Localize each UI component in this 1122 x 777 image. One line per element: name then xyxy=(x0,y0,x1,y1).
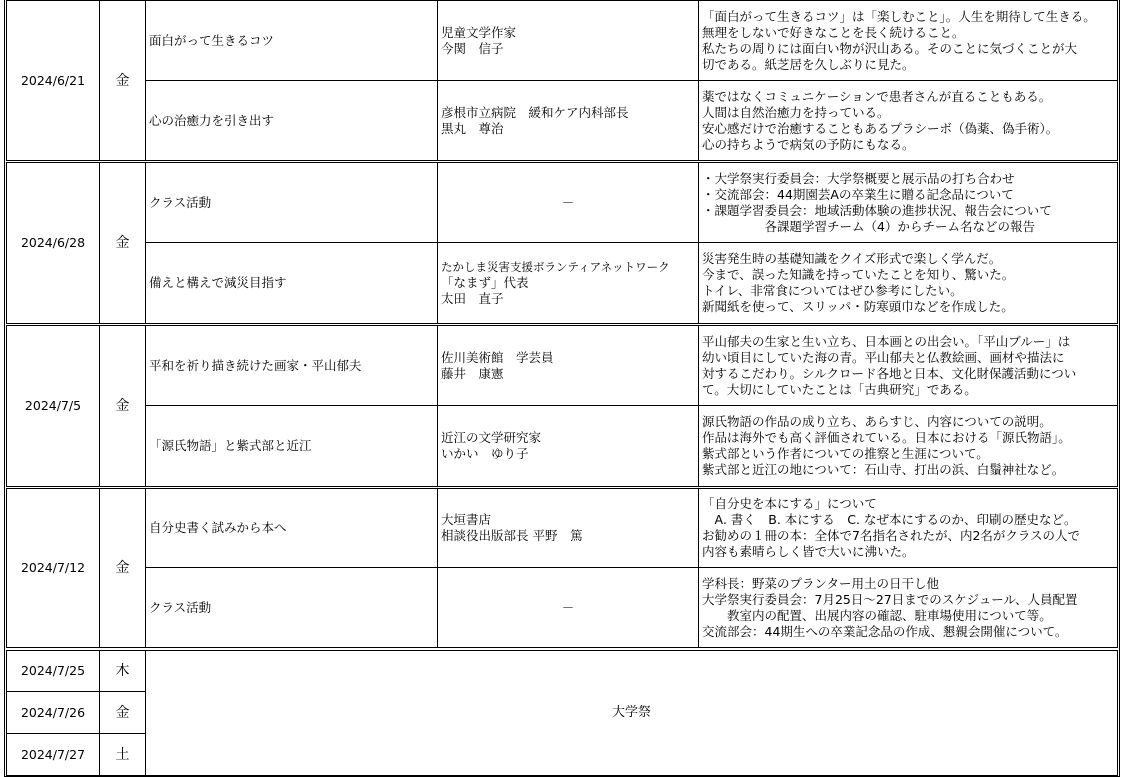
note-line: トイレ、非常食についてはぜひ参考にしたい。 xyxy=(702,283,963,298)
day-of-week-cell: 木 xyxy=(99,650,146,692)
date-cell: 2024/7/26 xyxy=(6,691,100,734)
note-line: ・交流部会：44期園芸Aの卒業生に贈る記念品について xyxy=(702,186,1014,202)
speaker-line: 近江の文学研究家 xyxy=(441,430,542,445)
table-frame xyxy=(4,0,1120,777)
note-line: A. 書く B. 本にする C. なぜ本にするのか、印刷の歴史など。 xyxy=(702,512,1077,527)
day-of-week-cell: 金 xyxy=(99,0,146,161)
note-line: 今まで、誤った知識を持っていたことを知り、驚いた。 xyxy=(702,267,1015,282)
note-line: 私たちの周りには面白い物が沢山ある。そのことに気づくことが大 xyxy=(702,40,1078,56)
note-line: 内容も素晴らしく皆で大いに沸いた。 xyxy=(702,544,915,559)
speaker-line: 「なまず」代表 xyxy=(441,275,529,290)
note-line: 紫式部という作者についての推察と生涯について。 xyxy=(702,446,989,461)
lecture-title: 自分史書く試みから本へ xyxy=(145,488,438,568)
note-line: 教室内の配置、出展内容の確認、駐車場使用について等。 xyxy=(702,607,1052,623)
date-cell: 2024/6/28 xyxy=(6,162,100,324)
day-of-week-cell: 金 xyxy=(99,691,146,734)
speaker-line: － xyxy=(561,599,575,615)
note-line: ・大学祭実行委員会：大学祭概要と展示品の打ち合わせ xyxy=(702,170,1015,186)
note-line: 対するこだわり。シルクロード各地と日本、文化財保護活動につい xyxy=(702,365,1077,381)
note-line: 心の持ちようで病気の予防にもなる。 xyxy=(702,136,915,152)
lecture-title: 「源氏物語」と紫式部と近江 xyxy=(145,405,438,487)
day-of-week-cell: 金 xyxy=(99,162,146,324)
speaker-line: 藤井 康憲 xyxy=(441,365,504,381)
note-line: 紫式部と近江の地について：石山寺、打出の浜、白鬚神社など。 xyxy=(702,462,1065,477)
note-line: 「面白がって生きるコツ」は「楽しむこと」。人生を期待して生きる。 xyxy=(702,8,1096,24)
speaker-line: いかい ゆり子 xyxy=(441,446,529,461)
note-line: て。大切にしていたことは「古典研究」である。 xyxy=(702,381,977,397)
note-line: 災害発生時の基礎知識をクイズ形式で楽しく学んだ。 xyxy=(702,251,1002,266)
note-line: 平山郁夫の生家と生い立ち、日本画との出会い。「平山ブルー」は xyxy=(702,333,1071,349)
note-line: ・課題学習委員会：地域活動体験の進捗状況、報告会について xyxy=(702,202,1052,218)
date-cell: 2024/7/12 xyxy=(6,488,100,648)
note-line: 「自分史を本にする」について xyxy=(702,496,877,511)
day-of-week-cell: 金 xyxy=(99,488,146,648)
speaker-line: 児童文学作家 xyxy=(441,24,517,40)
date-cell: 2024/7/5 xyxy=(6,325,100,487)
speaker-line: 相談役出版部長 平野 篤 xyxy=(441,528,583,543)
speaker-line: たかしま災害支援ボランティアネットワーク xyxy=(441,260,670,274)
note-line: 学科長：野菜のプランター用土の日干し他 xyxy=(702,575,940,591)
note-line: 幼い頃目にしていた海の青。平山郁夫と仏教絵画、画材や描法に xyxy=(702,349,1065,365)
day-of-week-cell: 金 xyxy=(99,325,146,487)
speaker-line: 大垣書店 xyxy=(441,512,492,527)
speaker-line: 佐川美術館 学芸員 xyxy=(441,349,554,365)
note-line: 薬ではなくコミュニケーションで患者さんが直ることもある。 xyxy=(702,88,1052,104)
speaker-line: － xyxy=(561,194,575,210)
note-line: 作品は海外でも高く評価されている。日本における「源氏物語」。 xyxy=(702,430,1071,445)
lecture-title: 平和を祈り描き続けた画家・平山郁夫 xyxy=(145,325,438,406)
note-line: 源氏物語の作品の成り立ち、あらすじ、内容についての説明。 xyxy=(702,414,1052,429)
date-cell: 2024/7/27 xyxy=(6,733,100,776)
speaker-line: 今関 信子 xyxy=(441,40,504,56)
lecture-title: クラス活動 xyxy=(145,567,438,648)
note-line: 人間は自然治癒力を持っている。 xyxy=(702,104,890,120)
lecture-title: 備えと構えで減災目指す xyxy=(145,242,438,324)
date-cell: 2024/6/21 xyxy=(6,0,100,161)
date-cell: 2024/7/25 xyxy=(6,650,100,692)
note-line: お勧めの１冊の本：全体で7名指名されたが、内2名がクラスの人で xyxy=(702,528,1081,543)
lecture-title: 面白がって生きるコツ xyxy=(145,0,438,81)
day-of-week-cell: 土 xyxy=(99,733,146,776)
note-line: 新聞紙を使って、スリッパ・防寒頭巾などを作成した。 xyxy=(702,299,1014,314)
speaker-line: 彦根市立病院 緩和ケア内科部長 xyxy=(441,104,629,120)
speaker-line: 太田 直子 xyxy=(441,291,504,306)
speaker-line: 黒丸 尊治 xyxy=(441,120,504,136)
note-line: 安心感だけで治癒することもあるプラシーボ（偽薬、偽手術）。 xyxy=(702,120,1059,136)
note-line: 無理をしないで好きなことを長く続けること。 xyxy=(702,24,965,40)
note-line: 切である。紙芝居を久しぶりに見た。 xyxy=(702,56,915,72)
note-line: 各課題学習チーム（4）からチーム名などの報告 xyxy=(702,218,1035,234)
lecture-title: 心の治癒力を引き出す xyxy=(145,80,438,161)
festival-merged-cell: 大学祭 xyxy=(145,650,1118,776)
note-line: 交流部会：44期生への卒業記念品の作成、懇親会開催について。 xyxy=(702,623,1068,639)
note-line: 大学祭実行委員会：7月25日～27日までのスケジュール、人員配置 xyxy=(702,591,1078,607)
lecture-title: クラス活動 xyxy=(145,162,438,243)
